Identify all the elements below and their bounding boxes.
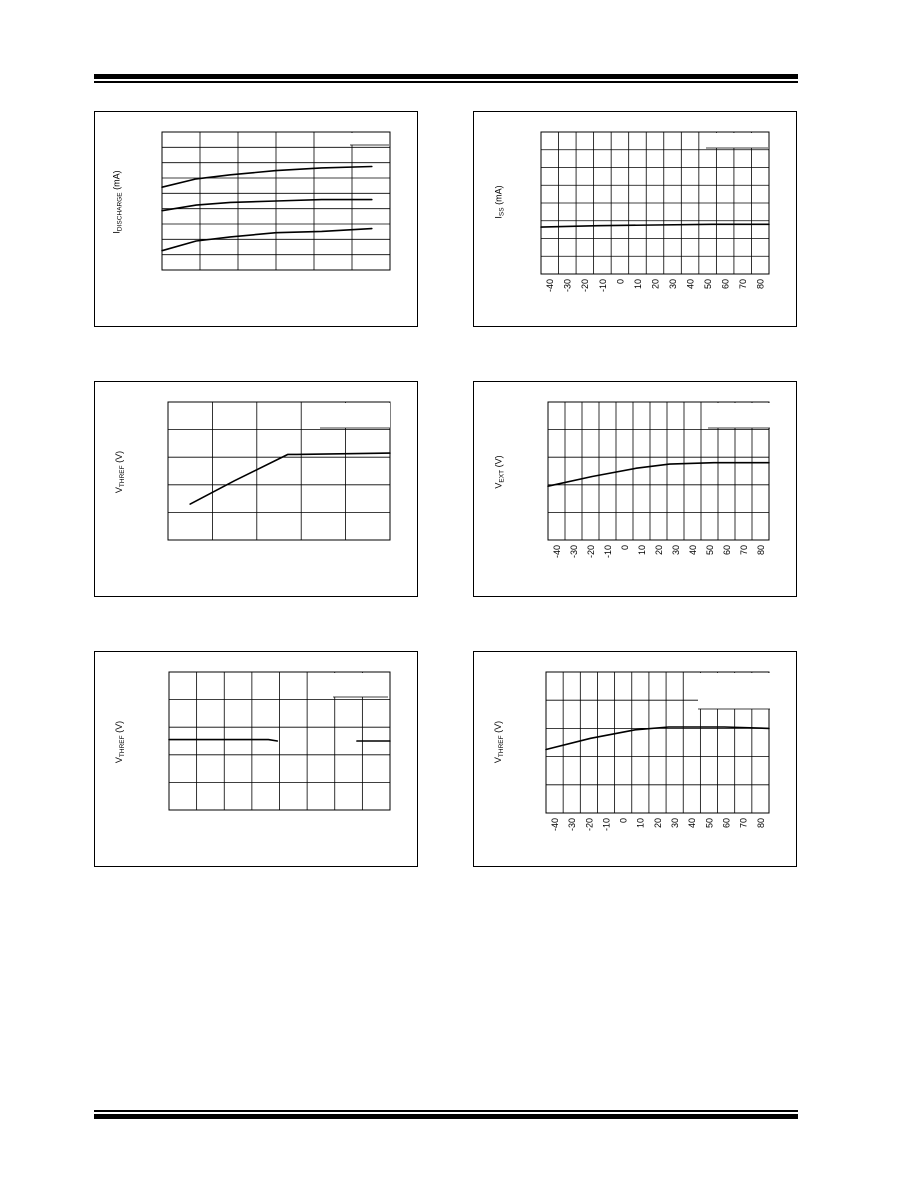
chart-3 — [95, 382, 417, 596]
x-tick-label: 50 — [702, 279, 713, 290]
x-tick-label: -40 — [551, 545, 562, 559]
series-line-1 — [548, 463, 769, 487]
series-line-1 — [546, 727, 769, 750]
chart-5 — [95, 652, 417, 866]
chart-panel-4 — [473, 381, 797, 597]
grid — [541, 132, 769, 274]
y-axis-label-unit: (mA) — [111, 170, 122, 193]
y-axis-label-unit: (V) — [493, 455, 504, 470]
series-line-1 — [169, 740, 277, 741]
chart-panel-2 — [473, 111, 797, 327]
y-axis-label-unit: (V) — [114, 720, 125, 736]
chart-panel-3 — [94, 381, 418, 597]
x-tick-label: -30 — [567, 818, 578, 832]
x-tick-label: 0 — [618, 818, 629, 824]
header-rule-thin — [94, 81, 798, 83]
x-tick-label: 10 — [632, 279, 643, 290]
x-tick-label: 50 — [704, 545, 715, 556]
y-axis-label — [493, 721, 505, 763]
x-tick-label: -30 — [562, 279, 573, 293]
chart-1 — [95, 112, 417, 326]
x-tick-label: 0 — [619, 545, 630, 551]
footer-rule-thin — [94, 1110, 798, 1112]
x-tick-label: 60 — [720, 279, 731, 290]
y-axis-label-main: V — [493, 757, 504, 764]
chart-panel-5 — [94, 651, 418, 867]
x-tick-label: 60 — [721, 545, 732, 556]
x-tick-label: 70 — [738, 818, 749, 829]
y-axis-label-sub: THREF — [498, 735, 506, 758]
x-tick-label: -30 — [568, 545, 579, 559]
x-tick-label: 0 — [615, 279, 626, 285]
x-tick-label: 80 — [755, 545, 766, 556]
legend-box — [320, 403, 390, 428]
x-tick-label: 70 — [738, 279, 749, 290]
x-tick-label: 60 — [721, 818, 732, 829]
y-axis-label-unit: (mA) — [493, 185, 504, 208]
y-axis-label — [493, 185, 505, 218]
y-axis-label-sub: THREF — [119, 735, 127, 758]
x-tick-label: 10 — [636, 545, 647, 556]
x-tick-label: -20 — [585, 545, 596, 559]
x-tick-label: 40 — [687, 818, 698, 829]
x-tick-label: -10 — [602, 545, 613, 559]
legend-box — [708, 403, 770, 428]
x-tick-label: 70 — [738, 545, 749, 556]
y-axis-label-main: V — [114, 757, 125, 764]
series-line-1 — [190, 453, 390, 504]
y-axis-label — [114, 721, 126, 763]
footer-rule-thick — [94, 1114, 798, 1119]
x-tick-label: 20 — [652, 818, 663, 829]
y-axis-label — [493, 455, 505, 488]
x-tick-label: -20 — [580, 279, 591, 293]
chart-panel-1 — [94, 111, 418, 327]
legend-box — [350, 133, 389, 145]
x-tick-label: -20 — [584, 818, 595, 832]
x-tick-label: 30 — [670, 545, 681, 556]
x-tick-label: 10 — [635, 818, 646, 829]
y-axis-label-unit: (V) — [114, 450, 125, 466]
y-axis-label-sub: THREF — [119, 465, 127, 488]
chart-4 — [474, 382, 796, 596]
y-axis-label-sub: SS — [498, 207, 506, 217]
x-tick-label: 50 — [704, 818, 715, 829]
legend-box — [706, 133, 768, 148]
chart-6 — [474, 652, 796, 866]
x-tick-label: -40 — [545, 279, 556, 293]
chart-2 — [474, 112, 796, 326]
x-tick-label: 80 — [755, 818, 766, 829]
x-tick-label: 20 — [650, 279, 661, 290]
y-axis-label-sub: EXT — [498, 469, 506, 483]
header-rule-thick — [94, 74, 798, 79]
legend-box — [698, 673, 770, 709]
x-tick-label: -10 — [601, 818, 612, 832]
y-axis-label — [114, 451, 126, 493]
x-tick-label: 30 — [670, 818, 681, 829]
x-tick-label: 40 — [687, 545, 698, 556]
y-axis-label-main: I — [493, 216, 504, 219]
x-tick-label: 40 — [685, 279, 696, 290]
x-tick-label: 80 — [755, 279, 766, 290]
x-tick-label: -10 — [597, 279, 608, 293]
x-tick-label: 20 — [653, 545, 664, 556]
x-tick-label: 30 — [667, 279, 678, 290]
legend-box — [333, 673, 388, 697]
y-axis-label-sub: DISCHARGE — [116, 192, 124, 232]
series-line-1 — [162, 167, 372, 188]
y-axis-label-main: I — [111, 231, 122, 234]
chart-panel-6 — [473, 651, 797, 867]
y-axis-label — [111, 170, 123, 233]
y-axis-label-main: V — [493, 482, 504, 489]
series-line-1 — [541, 224, 769, 227]
y-axis-label-unit: (V) — [493, 720, 504, 736]
x-tick-label: -40 — [549, 818, 560, 832]
y-axis-label-main: V — [114, 487, 125, 494]
